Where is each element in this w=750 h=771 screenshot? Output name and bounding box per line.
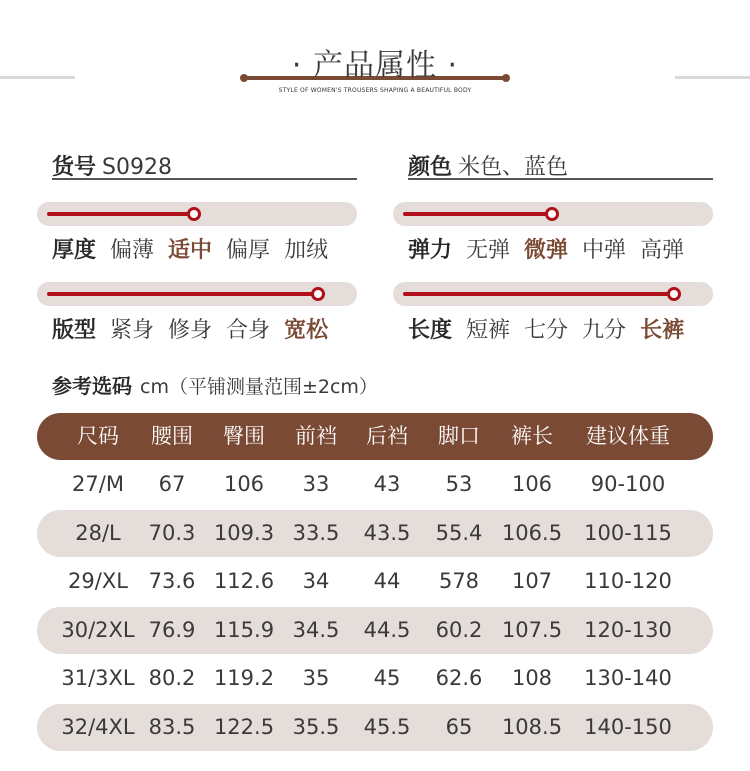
thickness-option: 偏厚 <box>226 238 271 263</box>
thickness-slider <box>37 202 357 226</box>
cell-front-rise: 35 <box>302 666 330 690</box>
cell-waist: 70.3 <box>148 520 196 545</box>
length-option-selected: 长裤 <box>640 318 685 343</box>
cell-leg-opening: 60.2 <box>435 617 483 642</box>
fit-option: 紧身 <box>110 318 155 343</box>
cell-hip: 115.9 <box>213 617 275 642</box>
header-waist: 腰围 <box>151 424 193 448</box>
thickness-slider-knob <box>187 207 201 221</box>
header-hip: 臀围 <box>223 424 265 448</box>
size-reference-title: 参考选码 <box>52 374 132 398</box>
cell-back-rise: 44.5 <box>363 617 411 642</box>
header-length: 裤长 <box>511 424 553 448</box>
table-row <box>37 655 713 702</box>
cell-leg-opening: 65 <box>445 714 473 739</box>
table-row <box>37 704 713 751</box>
cell-hip: 119.2 <box>213 666 275 690</box>
cell-leg-opening: 53 <box>445 472 473 496</box>
length-options <box>408 313 698 344</box>
header-weight: 建议体重 <box>586 424 670 448</box>
page-title: · 产品属性 · <box>291 48 459 83</box>
table-row <box>37 461 713 508</box>
item-number-value: S0928 <box>102 155 172 180</box>
cell-leg-opening: 55.4 <box>435 520 483 545</box>
cell-weight: 110-120 <box>584 569 672 593</box>
item-number-label: 货号 <box>52 155 97 180</box>
table-row <box>37 510 713 557</box>
elasticity-slider <box>393 202 713 226</box>
cell-front-rise: 33.5 <box>292 520 340 545</box>
cell-size: 31/3XL <box>61 666 135 690</box>
fit-option-selected: 宽松 <box>284 318 329 343</box>
thickness-option-selected: 适中 <box>168 238 213 263</box>
thickness-options <box>52 233 342 264</box>
header-size: 尺码 <box>77 424 119 448</box>
fit-slider-fill <box>47 292 322 296</box>
length-option: 七分 <box>524 318 569 343</box>
color-row <box>408 150 713 180</box>
cell-waist: 76.9 <box>148 617 196 642</box>
fit-option: 修身 <box>168 318 213 343</box>
elasticity-options <box>408 233 698 264</box>
cell-front-rise: 34.5 <box>292 617 340 642</box>
cell-waist: 80.2 <box>148 666 196 690</box>
thickness-label: 厚度 <box>52 238 97 263</box>
length-slider-fill <box>403 292 678 296</box>
cell-weight: 100-115 <box>584 520 672 545</box>
fit-options <box>52 313 342 344</box>
header-back-rise: 后裆 <box>366 424 408 448</box>
elasticity-slider-fill <box>403 212 553 216</box>
header-leg-opening: 脚口 <box>438 424 480 448</box>
cell-waist: 67 <box>158 472 186 496</box>
length-option: 短裤 <box>466 318 511 343</box>
cell-size: 32/4XL <box>61 714 135 739</box>
cell-weight: 130-140 <box>584 666 672 690</box>
fit-slider <box>37 282 357 306</box>
elasticity-option-selected: 微弹 <box>524 238 569 263</box>
cell-front-rise: 33 <box>302 472 330 496</box>
cell-back-rise: 43.5 <box>363 520 411 545</box>
elasticity-option: 高弹 <box>640 238 685 263</box>
cell-size: 30/2XL <box>61 617 135 642</box>
cell-hip: 112.6 <box>213 569 275 593</box>
thickness-option: 偏薄 <box>110 238 155 263</box>
cell-size: 28/L <box>75 520 121 545</box>
size-reference-note: cm（平铺测量范围±2cm） <box>140 376 378 398</box>
fit-option: 合身 <box>226 318 271 343</box>
fit-slider-knob <box>311 287 325 301</box>
cell-hip: 106 <box>223 472 265 496</box>
cell-length: 108 <box>511 666 553 690</box>
size-reference-heading <box>52 370 378 399</box>
color-label: 颜色 <box>408 155 453 180</box>
cell-length: 106.5 <box>501 520 563 545</box>
color-value: 米色、蓝色 <box>458 155 569 180</box>
table-row <box>37 607 713 654</box>
length-slider-knob <box>667 287 681 301</box>
cell-length: 107.5 <box>501 617 563 642</box>
item-number-row <box>52 150 357 180</box>
elasticity-label: 弹力 <box>408 238 453 263</box>
elasticity-option: 中弹 <box>582 238 627 263</box>
cell-weight: 140-150 <box>584 714 672 739</box>
cell-hip: 109.3 <box>213 520 275 545</box>
thickness-option: 加绒 <box>284 238 329 263</box>
cell-length: 108.5 <box>501 714 563 739</box>
elasticity-slider-knob <box>545 207 559 221</box>
elasticity-option: 无弹 <box>466 238 511 263</box>
cell-front-rise: 34 <box>302 569 330 593</box>
table-row <box>37 558 713 605</box>
cell-leg-opening: 578 <box>438 569 480 593</box>
page-subtitle: STYLE OF WOMEN'S TROUSERS SHAPING A BEAUTIFUL BODY <box>278 87 472 94</box>
cell-back-rise: 43 <box>373 472 401 496</box>
thickness-slider-fill <box>47 212 197 216</box>
cell-waist: 73.6 <box>148 569 196 593</box>
length-option: 九分 <box>582 318 627 343</box>
cell-waist: 83.5 <box>148 714 196 739</box>
cell-back-rise: 45 <box>373 666 401 690</box>
fit-label: 版型 <box>52 318 97 343</box>
cell-weight: 90-100 <box>590 472 666 496</box>
cell-hip: 122.5 <box>213 714 275 739</box>
cell-size: 29/XL <box>68 569 128 593</box>
cell-length: 107 <box>511 569 553 593</box>
cell-leg-opening: 62.6 <box>435 666 483 690</box>
header-front-rise: 前裆 <box>295 424 337 448</box>
cell-size: 27/M <box>72 472 124 496</box>
cell-length: 106 <box>511 472 553 496</box>
length-slider <box>393 282 713 306</box>
length-label: 长度 <box>408 318 453 343</box>
cell-weight: 120-130 <box>584 617 672 642</box>
cell-back-rise: 44 <box>373 569 401 593</box>
cell-front-rise: 35.5 <box>292 714 340 739</box>
cell-back-rise: 45.5 <box>363 714 411 739</box>
size-table-header <box>37 413 713 460</box>
